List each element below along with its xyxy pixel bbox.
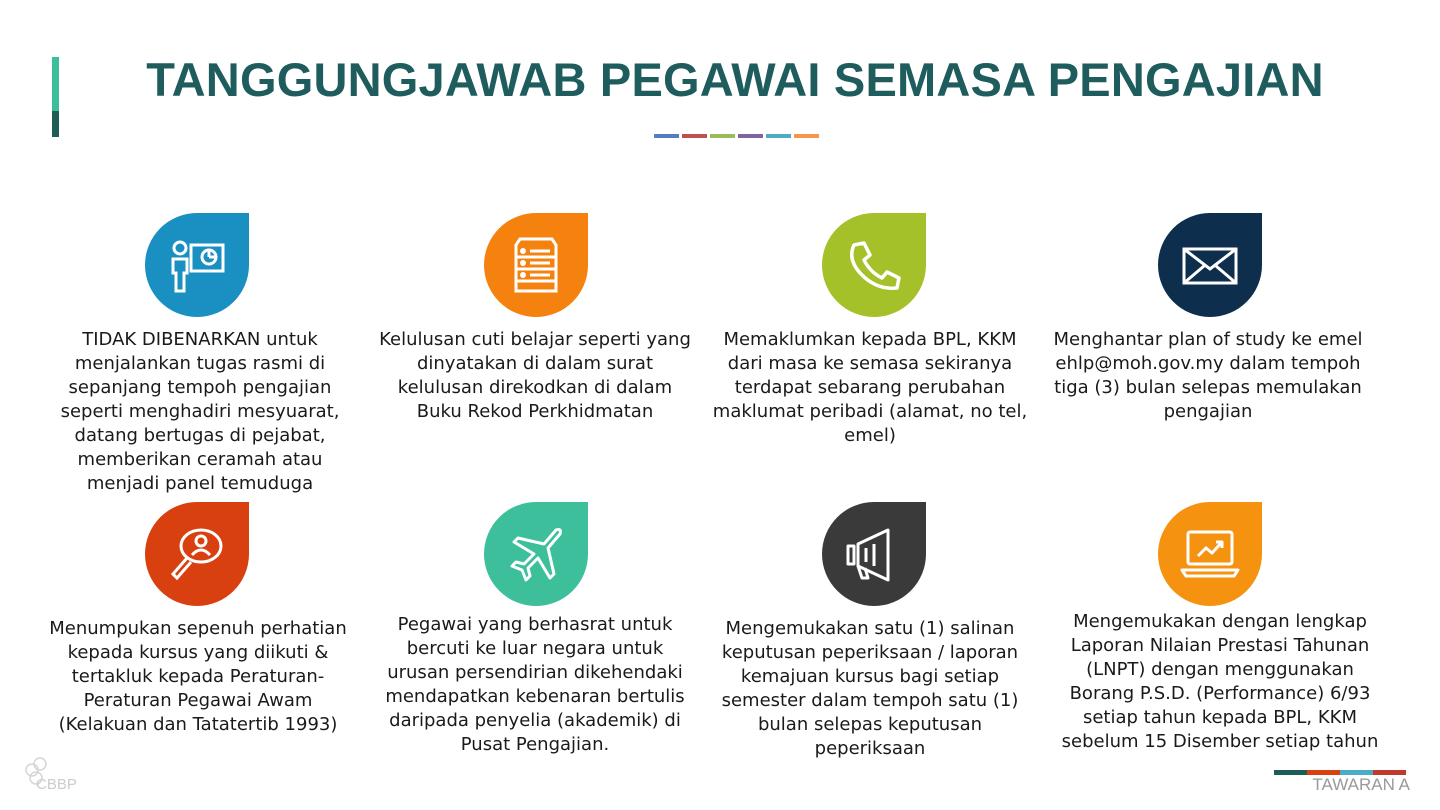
item-text-4: Menghantar plan of study ke emel ehlp@moh.gov.my dalam tempoh tiga (3) bulan selepas memulakan pengajian (1053, 329, 1363, 422)
color-strip (654, 134, 819, 138)
footer-logo-text: CBBP (36, 776, 77, 793)
presentation-icon (145, 213, 249, 317)
laptop-chart-icon (1158, 502, 1262, 606)
server-icon (484, 213, 588, 317)
megaphone-icon (822, 502, 926, 606)
page-title: TANGGUNGJAWAB PEGAWAI SEMASA PENGAJIAN (146, 53, 1324, 106)
airplane-icon (484, 502, 588, 606)
item-text-2: Kelulusan cuti belajar seperti yang dinyatakan di dalam surat kelulusan direkodkan di dalam Buku Rekod Perkhidmatan (379, 329, 691, 422)
search-user-icon (145, 502, 249, 606)
envelope-icon (1158, 213, 1262, 317)
item-text-3: Memaklumkan kepada BPL, KKM dari masa ke semasa sekiranya terdapat sebarang perubahan maklumat peribadi (alamat, no tel, emel) (712, 329, 1028, 446)
footer-label: TAWARAN A (1312, 775, 1410, 794)
item-text-8: Mengemukakan dengan lengkap Laporan Nilaian Prestasi Tahunan (LNPT) dengan menggunakan Borang P.S.D. (Performance) 6/93 setiap tahun kepada BPL, KKM sebelum 15 Disember setiap tahun (1061, 611, 1379, 752)
phone-icon (822, 213, 926, 317)
item-text-5: Menumpukan sepenuh perhatian kepada kursus yang diikuti & tertakluk kepada Peraturan-Peraturan Pegawai Awam (Kelakuan dan Tatatertib 1993) (49, 618, 347, 735)
item-text-1: TIDAK DIBENARKAN untuk menjalankan tugas rasmi di sepanjang tempoh pengajian seperti menghadiri mesyuarat, datang bertugas di pejabat, memberikan ceramah atau menjadi panel temuduga (60, 329, 340, 494)
item-text-6: Pegawai yang berhasrat untuk bercuti ke luar negara untuk urusan persendirian dikehendaki mendapatkan kebenaran bertulis daripada penyelia (akademik) di Pusat Pengajian. (385, 614, 685, 755)
item-text-7: Mengemukakan satu (1) salinan keputusan peperiksaan / laporan kemajuan kursus bagi setiap semester dalam tempoh satu (1) bulan selepas keputusan peperiksaan (721, 618, 1019, 759)
